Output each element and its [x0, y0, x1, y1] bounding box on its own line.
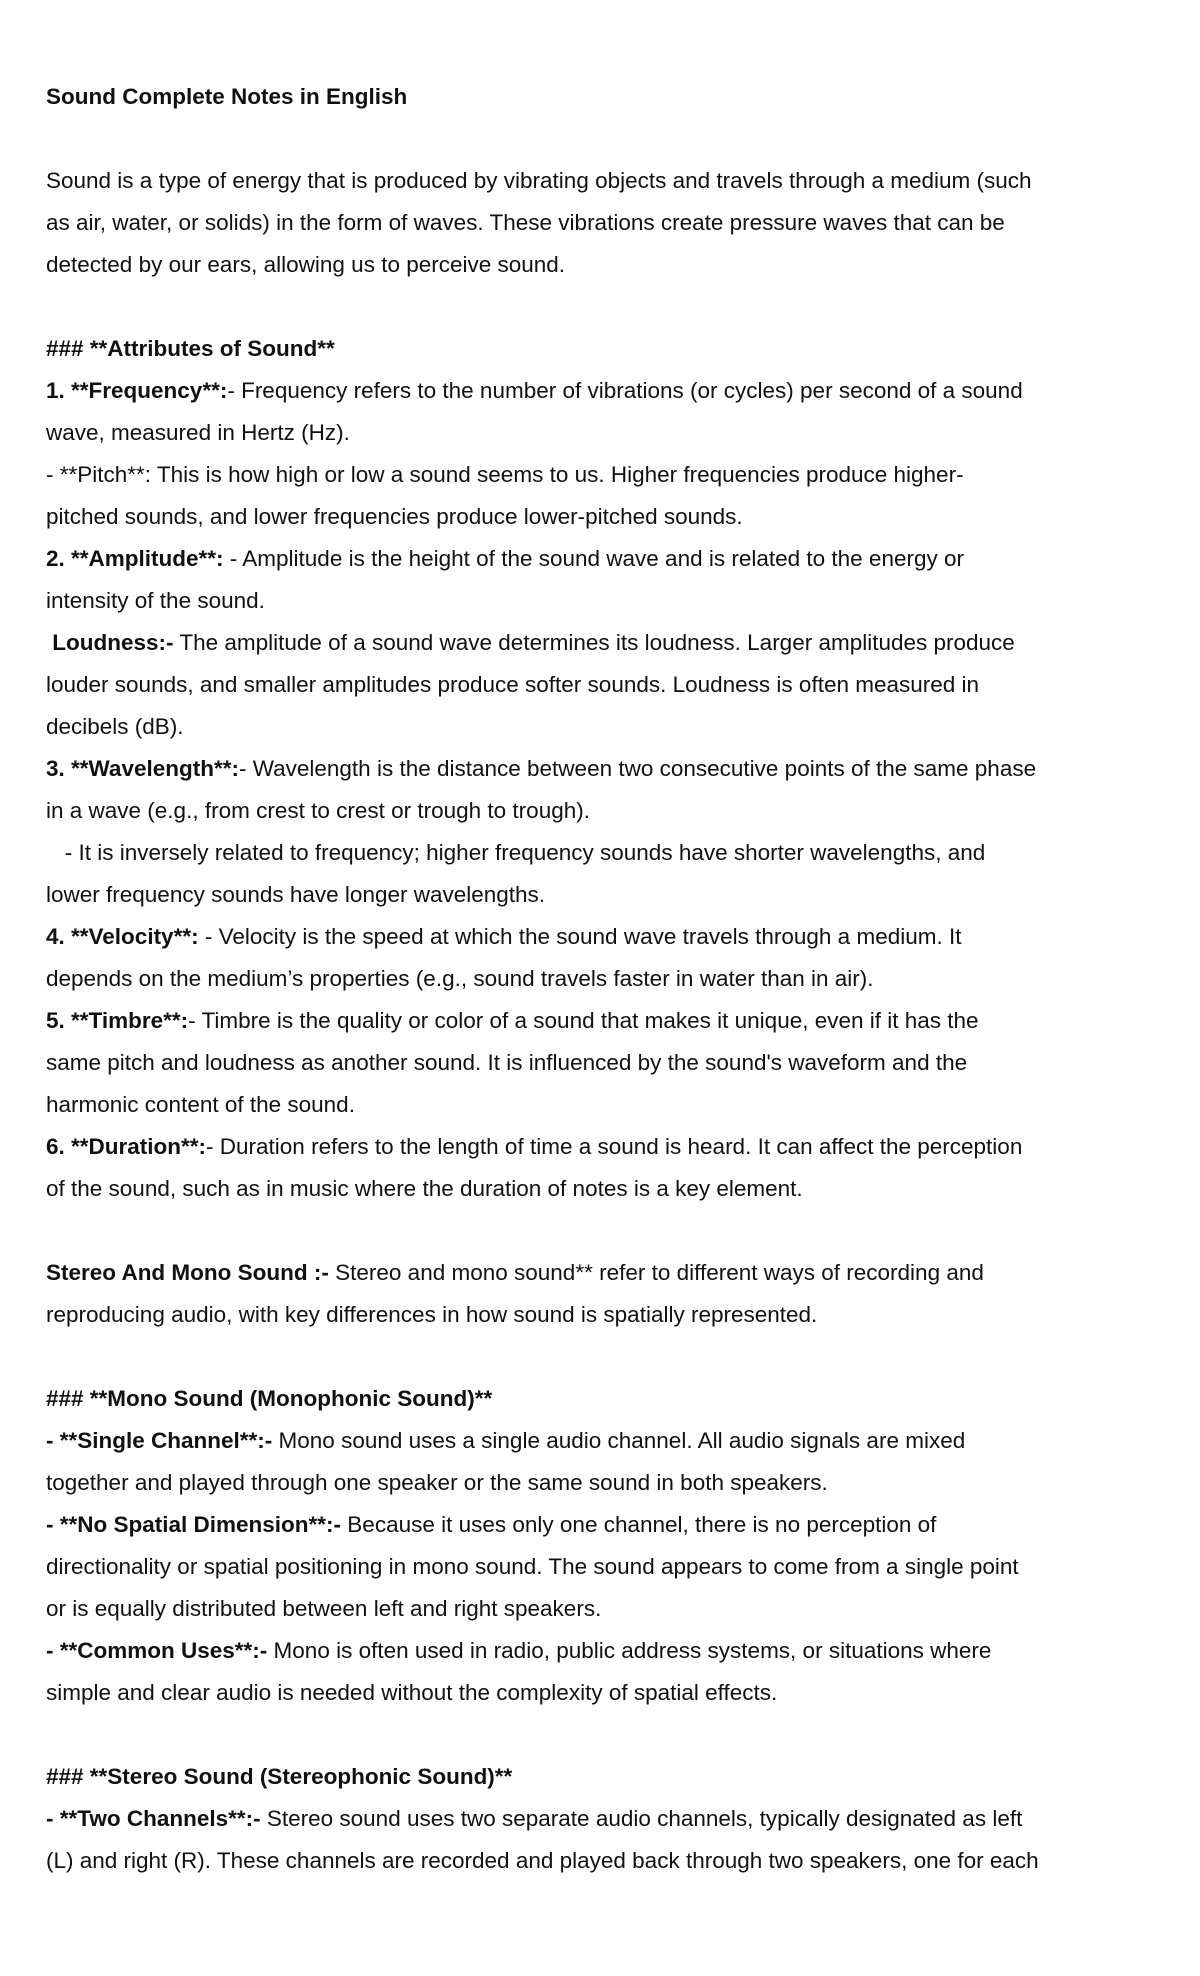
common-uses-line: [46, 1630, 1166, 1672]
wavelength-note-2: lower frequency sounds have longer wavelengths.: [46, 882, 546, 907]
document-title: Sound Complete Notes in English: [46, 84, 408, 109]
duration-label: 6. **Duration**:: [46, 1134, 207, 1159]
pitch-line-2: pitched sounds, and lower frequencies produce lower-pitched sounds.: [46, 504, 743, 529]
pitch-line-1: - **Pitch**: This is how high or low a sound seems to us. Higher frequencies produce higher-: [46, 462, 964, 487]
spacer: [46, 1336, 1166, 1378]
document-body: [46, 76, 1166, 1882]
single-channel-line: [46, 1420, 1166, 1462]
wavelength-label: 3. **Wavelength**:: [46, 756, 239, 781]
spacer: [46, 1210, 1166, 1252]
loudness-line: [46, 622, 1166, 664]
two-channels-line: [46, 1798, 1166, 1840]
spacer: [46, 286, 1166, 328]
loudness-line-2: louder sounds, and smaller amplitudes produce softer sounds. Loudness is often measured in: [46, 672, 980, 697]
intro-line-1: Sound is a type of energy that is produced by vibrating objects and travels through a medium (such: [46, 168, 1032, 193]
amplitude-cont: intensity of the sound.: [46, 588, 265, 613]
two-channels-cont: (L) and right (R). These channels are recorded and played back through two speakers, one for each: [46, 1848, 1039, 1873]
timbre-text: - Timbre is the quality or color of a sound that makes it unique, even if it has the: [188, 1008, 979, 1033]
timbre-label: 5. **Timbre**:: [46, 1008, 189, 1033]
loudness-label: Loudness:-: [46, 630, 174, 655]
stereo-mono-label: Stereo And Mono Sound :-: [46, 1260, 329, 1285]
amplitude-text: - Amplitude is the height of the sound wave and is related to the energy or: [223, 546, 964, 571]
timbre-line: [46, 1000, 1166, 1042]
velocity-cont: depends on the medium’s properties (e.g., sound travels faster in water than in air).: [46, 966, 874, 991]
timbre-cont-2: harmonic content of the sound.: [46, 1092, 355, 1117]
spatial-text: Because it uses only one channel, there is no perception of: [341, 1512, 937, 1537]
wavelength-text: - Wavelength is the distance between two consecutive points of the same phase: [238, 756, 1037, 781]
amplitude-label: 2. **Amplitude**:: [46, 546, 224, 571]
frequency-label: 1. **Frequency**:: [46, 378, 228, 403]
single-channel-cont: together and played through one speaker or the same sound in both speakers.: [46, 1470, 828, 1495]
frequency-line: [46, 370, 1166, 412]
duration-line: [46, 1126, 1166, 1168]
wavelength-note-1: - It is inversely related to frequency; higher frequency sounds have shorter wavelengths, and: [46, 840, 986, 865]
loudness-line-3: decibels (dB).: [46, 714, 184, 739]
two-channels-label: - **Two Channels**:-: [46, 1806, 261, 1831]
common-uses-cont: simple and clear audio is needed without the complexity of spatial effects.: [46, 1680, 778, 1705]
intro-line-2: as air, water, or solids) in the form of waves. These vibrations create pressure waves that can be: [46, 210, 1005, 235]
spatial-label: - **No Spatial Dimension**:-: [46, 1512, 342, 1537]
attributes-heading: ### **Attributes of Sound**: [46, 336, 335, 361]
two-channels-text: Stereo sound uses two separate audio channels, typically designated as left: [260, 1806, 1023, 1831]
stereo-mono-cont: reproducing audio, with key differences in how sound is spatially represented.: [46, 1302, 818, 1327]
velocity-text: - Velocity is the speed at which the sound wave travels through a medium. It: [198, 924, 962, 949]
intro-line-3: detected by our ears, allowing us to perceive sound.: [46, 252, 566, 277]
spatial-cont-2: or is equally distributed between left and right speakers.: [46, 1596, 602, 1621]
velocity-line: [46, 916, 1166, 958]
stereo-heading: ### **Stereo Sound (Stereophonic Sound)**: [46, 1764, 513, 1789]
stereo-mono-line: [46, 1252, 1166, 1294]
wavelength-line: [46, 748, 1166, 790]
spatial-line: [46, 1504, 1166, 1546]
spacer: [46, 1714, 1166, 1756]
frequency-text: - Frequency refers to the number of vibrations (or cycles) per second of a sound: [227, 378, 1023, 403]
duration-text: - Duration refers to the length of time a sound is heard. It can affect the perception: [206, 1134, 1023, 1159]
wavelength-cont: in a wave (e.g., from crest to crest or trough to trough).: [46, 798, 590, 823]
stereo-mono-text: Stereo and mono sound** refer to different ways of recording and: [328, 1260, 984, 1285]
mono-heading: ### **Mono Sound (Monophonic Sound)**: [46, 1386, 493, 1411]
duration-cont: of the sound, such as in music where the duration of notes is a key element.: [46, 1176, 803, 1201]
loudness-text: The amplitude of a sound wave determines its loudness. Larger amplitudes produce: [173, 630, 1015, 655]
timbre-cont-1: same pitch and loudness as another sound. It is influenced by the sound's waveform and the: [46, 1050, 968, 1075]
common-uses-text: Mono is often used in radio, public address systems, or situations where: [267, 1638, 992, 1663]
common-uses-label: - **Common Uses**:-: [46, 1638, 268, 1663]
single-channel-text: Mono sound uses a single audio channel. All audio signals are mixed: [272, 1428, 966, 1453]
spacer: [46, 118, 1166, 160]
single-channel-label: - **Single Channel**:-: [46, 1428, 273, 1453]
velocity-label: 4. **Velocity**:: [46, 924, 199, 949]
frequency-cont: wave, measured in Hertz (Hz).: [46, 420, 350, 445]
amplitude-line: [46, 538, 1166, 580]
spatial-cont-1: directionality or spatial positioning in mono sound. The sound appears to come from a single point: [46, 1554, 1019, 1579]
